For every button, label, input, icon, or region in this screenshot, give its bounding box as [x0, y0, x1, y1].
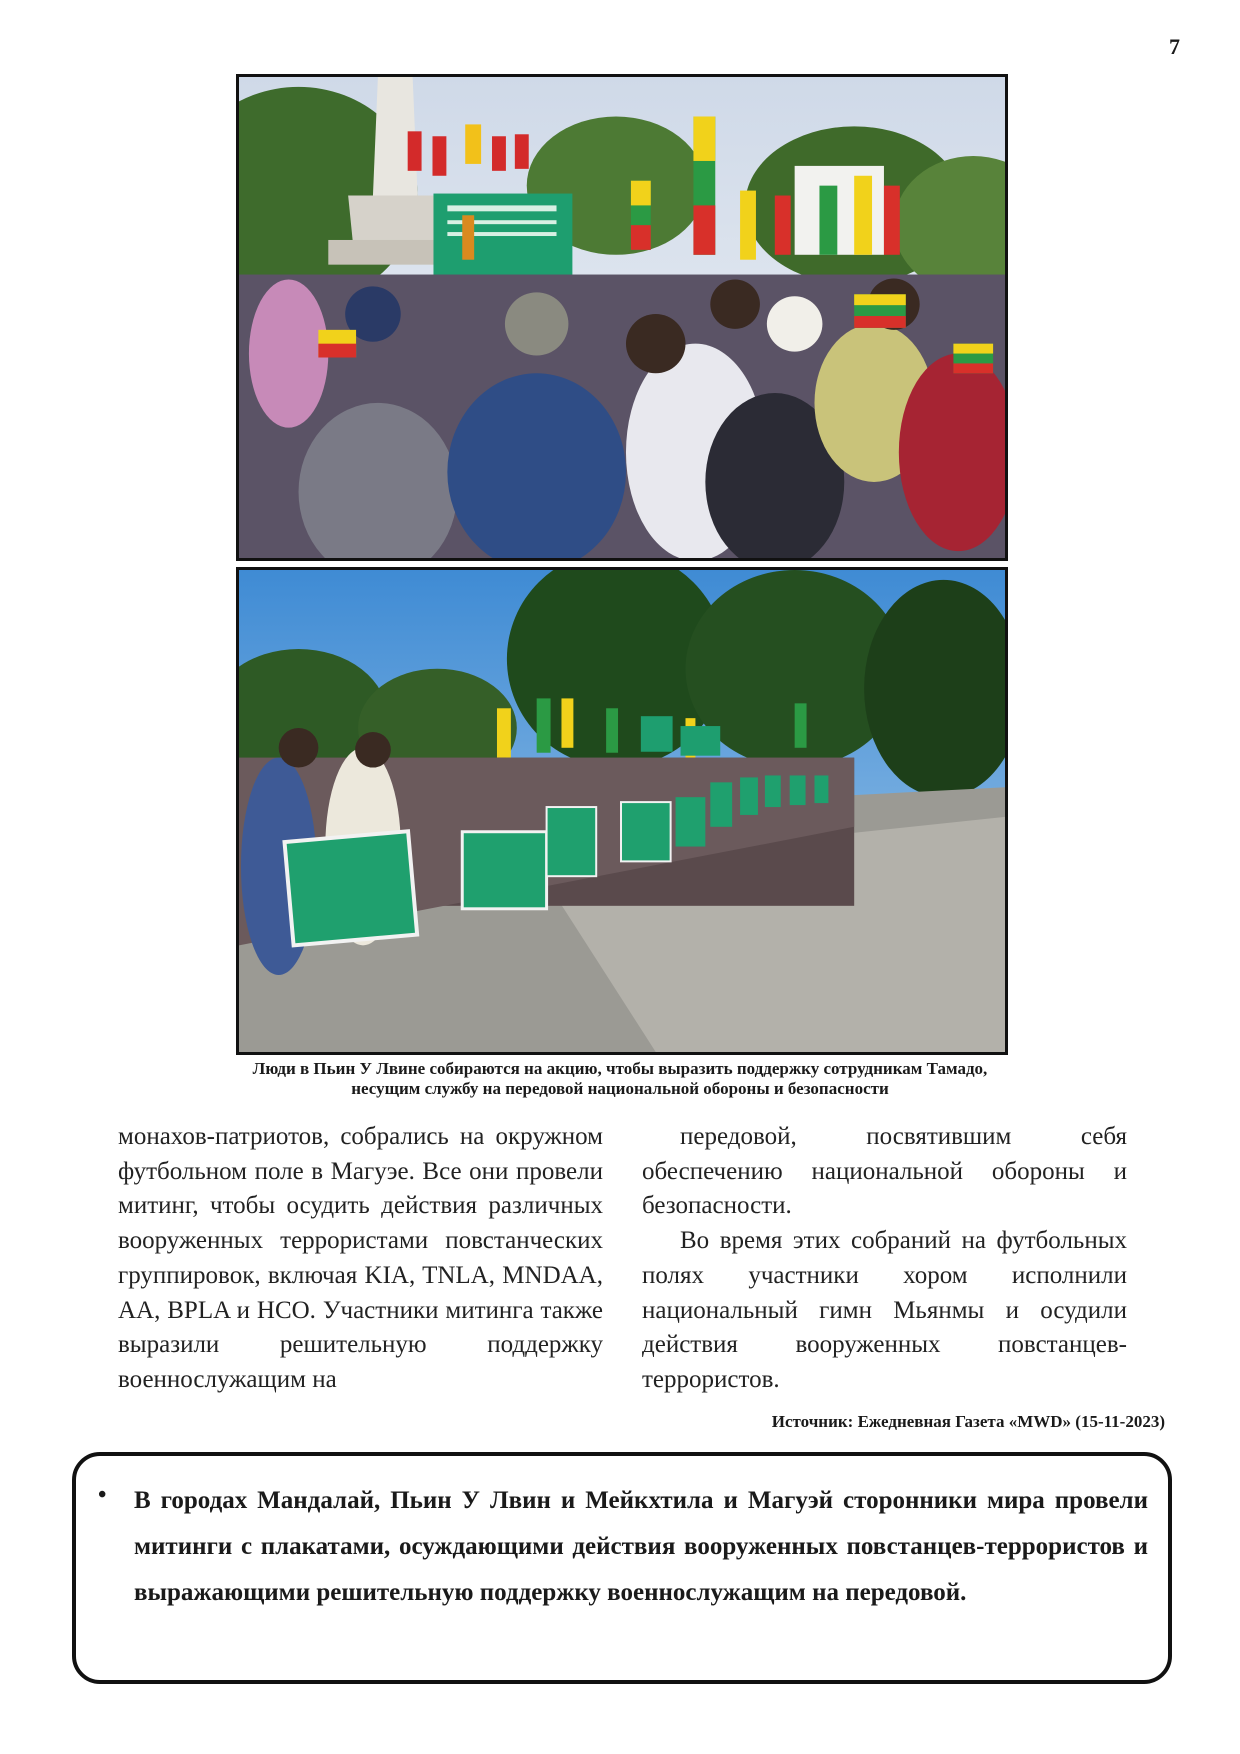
caption-line-1: Люди в Пьин У Лвине собираются на акцию, чтобы выразить поддержку сотрудникам Тамадо, — [252, 1059, 988, 1078]
article-paragraph-right-1: передовой, посвятившим себя обеспечению национальной обороны и безопасности. — [642, 1123, 1127, 1220]
article-source: Источник: Ежедневная Газета «MWD» (15-11-2023) — [771, 1412, 1165, 1431]
callout-text: В городах Мандалай, Пьин У Лвин и Мейкхтила и Магуэй сторонники мира провели митинги с плакатами, осуждающими действия вооруженных повстанцев-террористов и выражающими решительную поддержку военнослужащим на передовой. — [134, 1487, 1148, 1606]
article-right-column — [642, 1120, 1127, 1398]
page-number: 7 — [1169, 34, 1180, 59]
article-left-column — [118, 1120, 603, 1398]
summary-callout-box — [72, 1452, 1172, 1684]
article-paragraph-right-2: Во время этих собраний на футбольных полях участники хором исполнили национальный гимн Мьянмы и осудили действия вооруженных повстанцев-террористов. — [642, 1227, 1127, 1393]
bullet-icon: • — [98, 1482, 107, 1508]
rally-photo-top — [236, 74, 1008, 561]
rally-photo-bottom — [236, 567, 1008, 1055]
photo-caption — [150, 1059, 1090, 1099]
caption-line-2: несущим службу на передовой национальной обороны и безопасности — [351, 1079, 889, 1098]
article-paragraph-left: монахов-патриотов, собрались на окружном футбольном поле в Магуэе. Все они провели митинг, чтобы осудить действия различных вооруженных террористами повстанческих группировок, включая KIA, TNLA, MNDAA, AA, BPLA и HCO. Участники митинга также выразили решительную поддержку военнослужащим на — [118, 1123, 603, 1393]
